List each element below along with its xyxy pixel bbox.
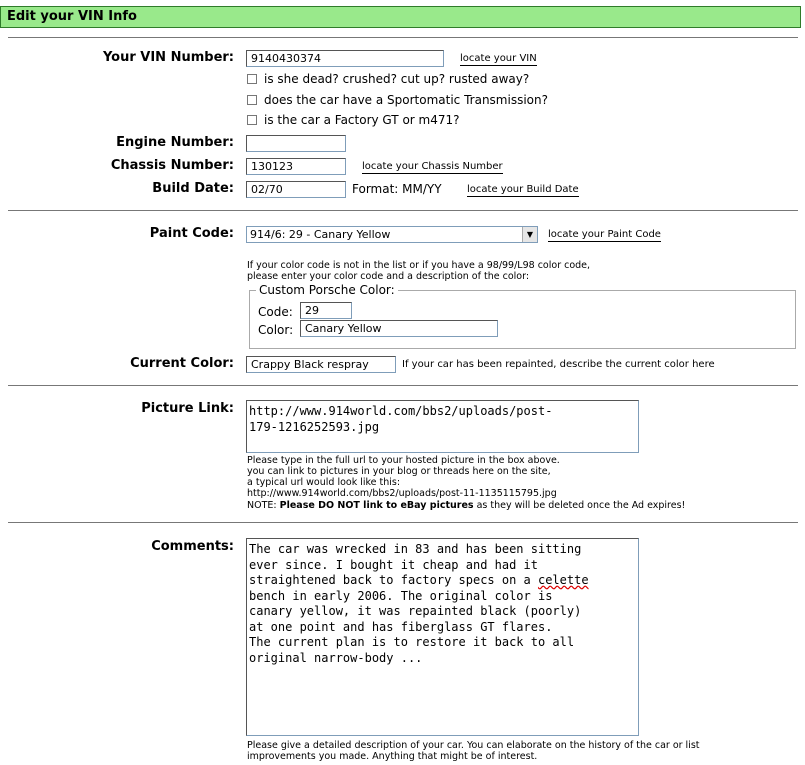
current-color-label: Current Color: [130,356,234,371]
misspelled-word: celette [537,573,589,587]
comment-line: bench in early 2006. The original color is [249,588,553,603]
divider [8,37,798,38]
locate-paint-code-link[interactable]: locate your Paint Code [548,229,661,240]
picture-ebay-note [247,500,685,511]
build-date-input[interactable]: 02/70 [246,181,346,198]
engine-label: Engine Number: [116,135,234,150]
picture-help-example-url: http://www.914world.com/bbs2/uploads/post-11-1135115795.jpg [247,488,557,499]
section-title: Edit your VIN Info [7,9,137,24]
comment-line: ever since. I bought it cheap and had it [249,557,538,572]
picture-help-1: Please type in the full url to your hosted picture in the box above. [247,455,560,466]
chevron-down-icon[interactable]: ▼ [522,227,537,242]
custom-color-legend: Custom Porsche Color: [256,283,398,297]
engine-input[interactable] [246,135,346,152]
comment-text: straightened back to factory specs on a [249,573,538,587]
dead-checkbox-label: is she dead? crushed? cut up? rusted away? [264,72,530,86]
paint-code-label: Paint Code: [149,226,234,241]
factory-gt-checkbox-label: is the car a Factory GT or m471? [264,113,460,127]
custom-color-label: Color: [258,323,294,337]
chassis-input[interactable]: 130123 [246,158,346,175]
note-prefix: NOTE: [247,500,280,511]
build-date-label: Build Date: [152,181,234,196]
paint-note-line1: If your color code is not in the list or if you have a 98/99/L98 color code, [247,260,591,271]
paint-code-select[interactable] [246,226,538,243]
chassis-label: Chassis Number: [110,158,234,173]
comment-line: The car was wrecked in 83 and has been sitting [249,542,582,556]
picture-link-textarea[interactable]: http://www.914world.com/bbs2/uploads/post- 179-1216252593.jpg [246,400,639,453]
comment-line: original narrow-body ... [249,650,423,665]
vin-label: Your VIN Number: [102,50,234,65]
comments-textarea[interactable] [246,538,639,736]
paint-note-line2: please enter your color code and a description of the color: [247,271,530,282]
picture-link-label: Picture Link: [141,401,234,416]
custom-code-label: Code: [258,305,293,319]
divider [8,385,798,386]
picture-help-3: a typical url would look like this: [247,477,401,488]
custom-color-input[interactable]: Canary Yellow [300,320,498,337]
divider [8,522,798,523]
comments-help-1: Please give a detailed description of your car. You can elaborate on the history of the car or list [247,740,700,751]
section-header [0,6,801,28]
dead-checkbox[interactable] [247,74,257,84]
comment-line: The current plan is to restore it back to all [249,635,575,649]
current-color-hint: If your car has been repainted, describe the current color here [402,359,715,370]
note-bold: Please DO NOT link to eBay pictures [279,500,474,511]
comments-label: Comments: [151,539,234,554]
custom-code-input[interactable]: 29 [300,302,352,319]
factory-gt-checkbox[interactable] [247,115,257,125]
picture-help-2: you can link to pictures in your blog or threads here on the site, [247,466,551,477]
locate-chassis-link[interactable]: locate your Chassis Number [362,161,503,172]
comments-help-2: improvements you made. Anything that might be of interest. [247,751,538,762]
paint-code-selected: 914/6: 29 - Canary Yellow [250,228,391,241]
current-color-input[interactable]: Crappy Black respray [246,356,396,373]
divider [8,210,798,211]
sportomatic-checkbox-label: does the car have a Sportomatic Transmission? [264,93,548,107]
comment-line: at one point and has fiberglass GT flares. [249,619,553,634]
comment-line [249,573,636,589]
comment-line: canary yellow, it was repainted black (poorly) [249,604,582,618]
locate-vin-link[interactable]: locate your VIN [460,53,537,64]
build-date-format: Format: MM/YY [352,182,442,196]
locate-build-date-link[interactable]: locate your Build Date [467,184,579,195]
sportomatic-checkbox[interactable] [247,95,257,105]
vin-input[interactable]: 9140430374 [246,50,444,67]
note-suffix: as they will be deleted once the Ad expires! [473,500,686,511]
